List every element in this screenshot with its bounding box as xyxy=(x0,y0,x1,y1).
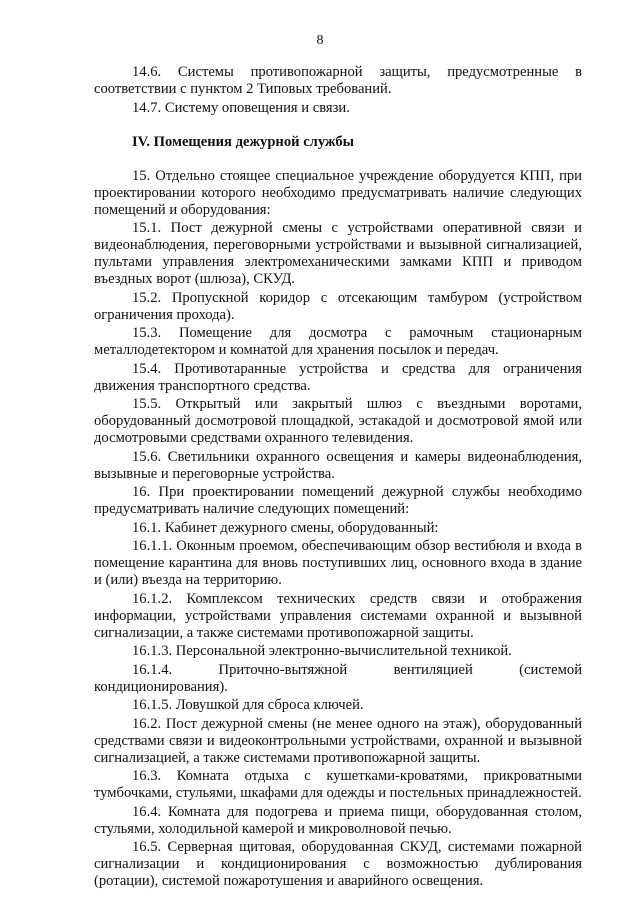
paragraph-15-2: 15.2. Пропускной коридор с отсекающим тамбуром (устройством ограничения прохода). xyxy=(94,289,582,323)
page-number: 8 xyxy=(316,33,324,48)
section-heading: IV. Помещения дежурной службы xyxy=(132,133,355,150)
paragraph-15: 15. Отдельно стоящее специальное учреждение оборудуется КПП, при проектировании которого необходимо предусматривать наличие следующих помещений и оборудования: xyxy=(94,167,582,218)
paragraph-16-1-3: 16.1.3. Персональной электронно-вычислительной техникой. xyxy=(132,643,512,659)
paragraph-14-7: 14.7. Систему оповещения и связи. xyxy=(132,99,350,116)
paragraph-16-1-5: 16.1.5. Ловушкой для сброса ключей. xyxy=(132,697,364,713)
paragraph-16-2: 16.2. Пост дежурной смены (не менее одного на этаж), оборудованный средствами связи и видеоконтрольными устройствами, охранной и вызывной сигнализацией, а также системами противопожарной защиты. xyxy=(94,715,582,766)
paragraph-16: 16. При проектировании помещений дежурной службы необходимо предусматривать наличие следующих помещений: xyxy=(94,484,582,517)
paragraph-16-1: 16.1. Кабинет дежурного смены, оборудованный: xyxy=(132,519,439,536)
paragraph-16-1-4: 16.1.4. Приточно-вытяжной вентиляцией (системой кондиционирования). xyxy=(94,661,582,695)
paragraph-15-6: 15.6. Светильники охранного освещения и камеры видеонаблюдения, вызывные и переговорные устройства. xyxy=(94,448,582,482)
paragraph-15-1: 15.1. Пост дежурной смены с устройствами оперативной связи и видеонаблюдения, переговорными устройствами и вызывной сигнализацией, пультами управления электромеханическими замками КПП и приводом въездных ворот (шлюза), СКУД. xyxy=(94,220,582,287)
document-body xyxy=(94,64,582,890)
paragraph-15-5: 15.5. Открытый или закрытый шлюз с въездными воротами, оборудованный досмотровой площадкой, эстакадой и досмотровой ямой или досмотровыми средствами охранного телевидения. xyxy=(94,396,582,446)
paragraph-15-4: 15.4. Противотаранные устройства и средства для ограничения движения транспортного средства. xyxy=(94,360,582,394)
paragraph-16-5: 16.5. Серверная щитовая, оборудованная СКУД, системами пожарной сигнализации и кондиционирования с возможностью дублирования (ротации), системой пожаротушения и аварийного освещения. xyxy=(94,839,582,889)
paragraph-15-3: 15.3. Помещение для досмотра с рамочным стационарным металлодетектором и комнатой для хранения посылок и передач. xyxy=(94,325,582,358)
paragraph-16-3: 16.3. Комната отдыха с кушетками-кроватями, прикроватными тумбочками, стульями, шкафами для одежды и постельных принадлежностей. xyxy=(94,768,582,801)
paragraph-16-1-2: 16.1.2. Комплексом технических средств связи и отображения информации, устройствами управления системами охранной и вызывной сигнализации, а также системами противопожарной защиты. xyxy=(94,590,582,641)
paragraph-16-1-1: 16.1.1. Оконным проемом, обеспечивающим обзор вестибюля и входа в помещение карантина для вновь поступивших лиц, основного входа в здание и (или) въезда на территорию. xyxy=(94,538,582,588)
paragraph-16-4: 16.4. Комната для подогрева и приема пищи, оборудованная столом, стульями, холодильной камерой и микроволновой печью. xyxy=(94,803,582,837)
paragraph-14-6: 14.6. Системы противопожарной защиты, предусмотренные в соответствии с пунктом 2 Типовых требований. xyxy=(94,64,582,97)
